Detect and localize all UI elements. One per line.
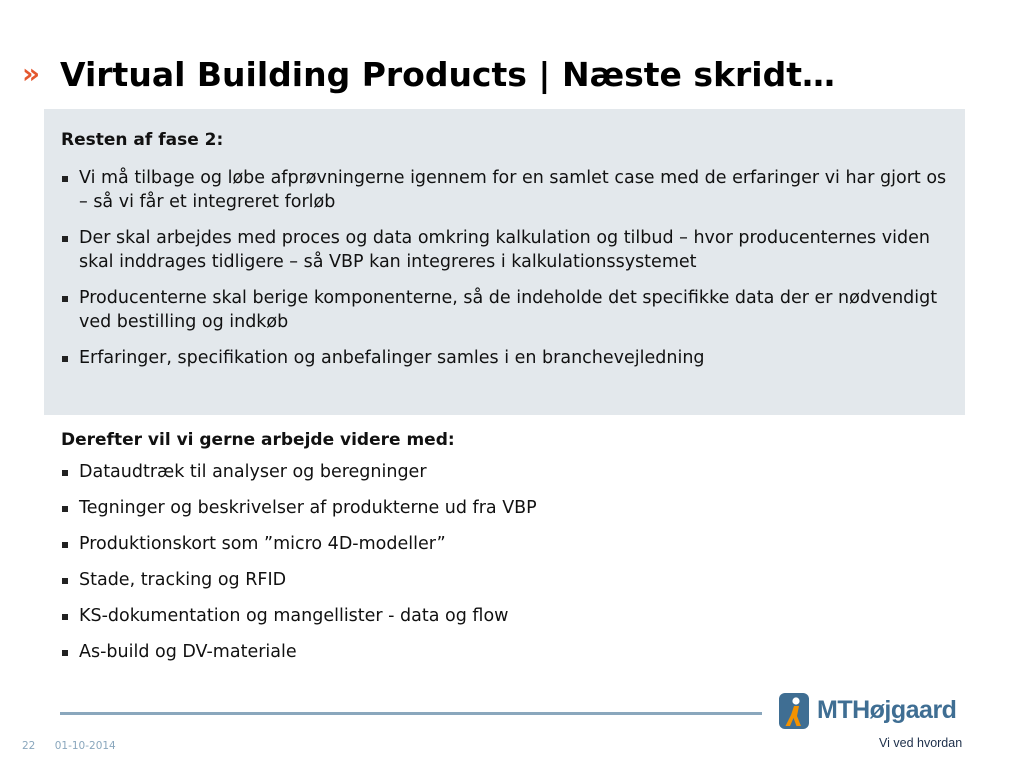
square-bullet-icon xyxy=(62,236,68,242)
list-item-text: Der skal arbejdes med proces og data omkring kalkulation og tilbud – hvor producenternes viden skal inddrages tidligere – så VBP kan integreres i kalkulationssystemet xyxy=(79,228,930,272)
square-bullet-icon xyxy=(62,578,68,584)
section1-heading: Resten af fase 2: xyxy=(61,130,224,150)
company-logo xyxy=(779,693,979,753)
list-item-text: As-build og DV-materiale xyxy=(79,642,297,662)
mthojgaard-figure-logo xyxy=(779,693,809,729)
list-item-text: Dataudtræk til analyser og beregninger xyxy=(79,462,427,482)
list-item xyxy=(61,604,961,628)
list-item xyxy=(61,166,956,214)
list-item xyxy=(61,286,956,334)
phase-2-box xyxy=(44,109,965,415)
list-item xyxy=(61,226,956,274)
double-chevron-right-icon: » xyxy=(22,57,39,90)
list-item xyxy=(61,568,961,592)
logo-tagline: Vi ved hvordan xyxy=(879,736,963,750)
section2-list xyxy=(61,460,961,664)
square-bullet-icon xyxy=(62,614,68,620)
footer-divider xyxy=(60,712,762,715)
square-bullet-icon xyxy=(62,176,68,182)
square-bullet-icon xyxy=(62,470,68,476)
list-item xyxy=(61,346,956,370)
list-item-text: Produktionskort som ”micro 4D-modeller” xyxy=(79,534,446,554)
list-item xyxy=(61,640,961,664)
slide-date: 01-10-2014 xyxy=(54,740,116,752)
section1-list xyxy=(61,166,956,382)
logo-wordmark: MTHøjgaard xyxy=(817,696,957,724)
square-bullet-icon xyxy=(62,506,68,512)
list-item xyxy=(61,460,961,484)
list-item-text: KS-dokumentation og mangellister - data og flow xyxy=(79,606,509,626)
square-bullet-icon xyxy=(62,356,68,362)
slide-title-row xyxy=(22,55,1002,101)
list-item-text: Erfaringer, specifikation og anbefalinger samles i en branchevejledning xyxy=(79,348,705,368)
next-steps-section xyxy=(61,430,961,676)
list-item-text: Stade, tracking og RFID xyxy=(79,570,287,590)
list-item-text: Tegninger og beskrivelser af produkterne ud fra VBP xyxy=(79,498,537,518)
list-item-text: Vi må tilbage og løbe afprøvningerne igennem for en samlet case med de erfaringer vi har gjort os – så vi får et integreret forløb xyxy=(79,168,947,212)
page-number: 22 xyxy=(22,740,36,752)
list-item xyxy=(61,496,961,520)
list-item xyxy=(61,532,961,556)
square-bullet-icon xyxy=(62,296,68,302)
square-bullet-icon xyxy=(62,542,68,548)
section2-heading: Derefter vil vi gerne arbejde videre med: xyxy=(61,430,455,450)
slide-title: Virtual Building Products | Næste skridt… xyxy=(60,55,836,94)
square-bullet-icon xyxy=(62,650,68,656)
list-item-text: Producenterne skal berige komponenterne, så de indeholde det specifikke data der er nødvendigt ved bestilling og indkøb xyxy=(79,288,938,332)
slide-footer xyxy=(22,740,116,752)
